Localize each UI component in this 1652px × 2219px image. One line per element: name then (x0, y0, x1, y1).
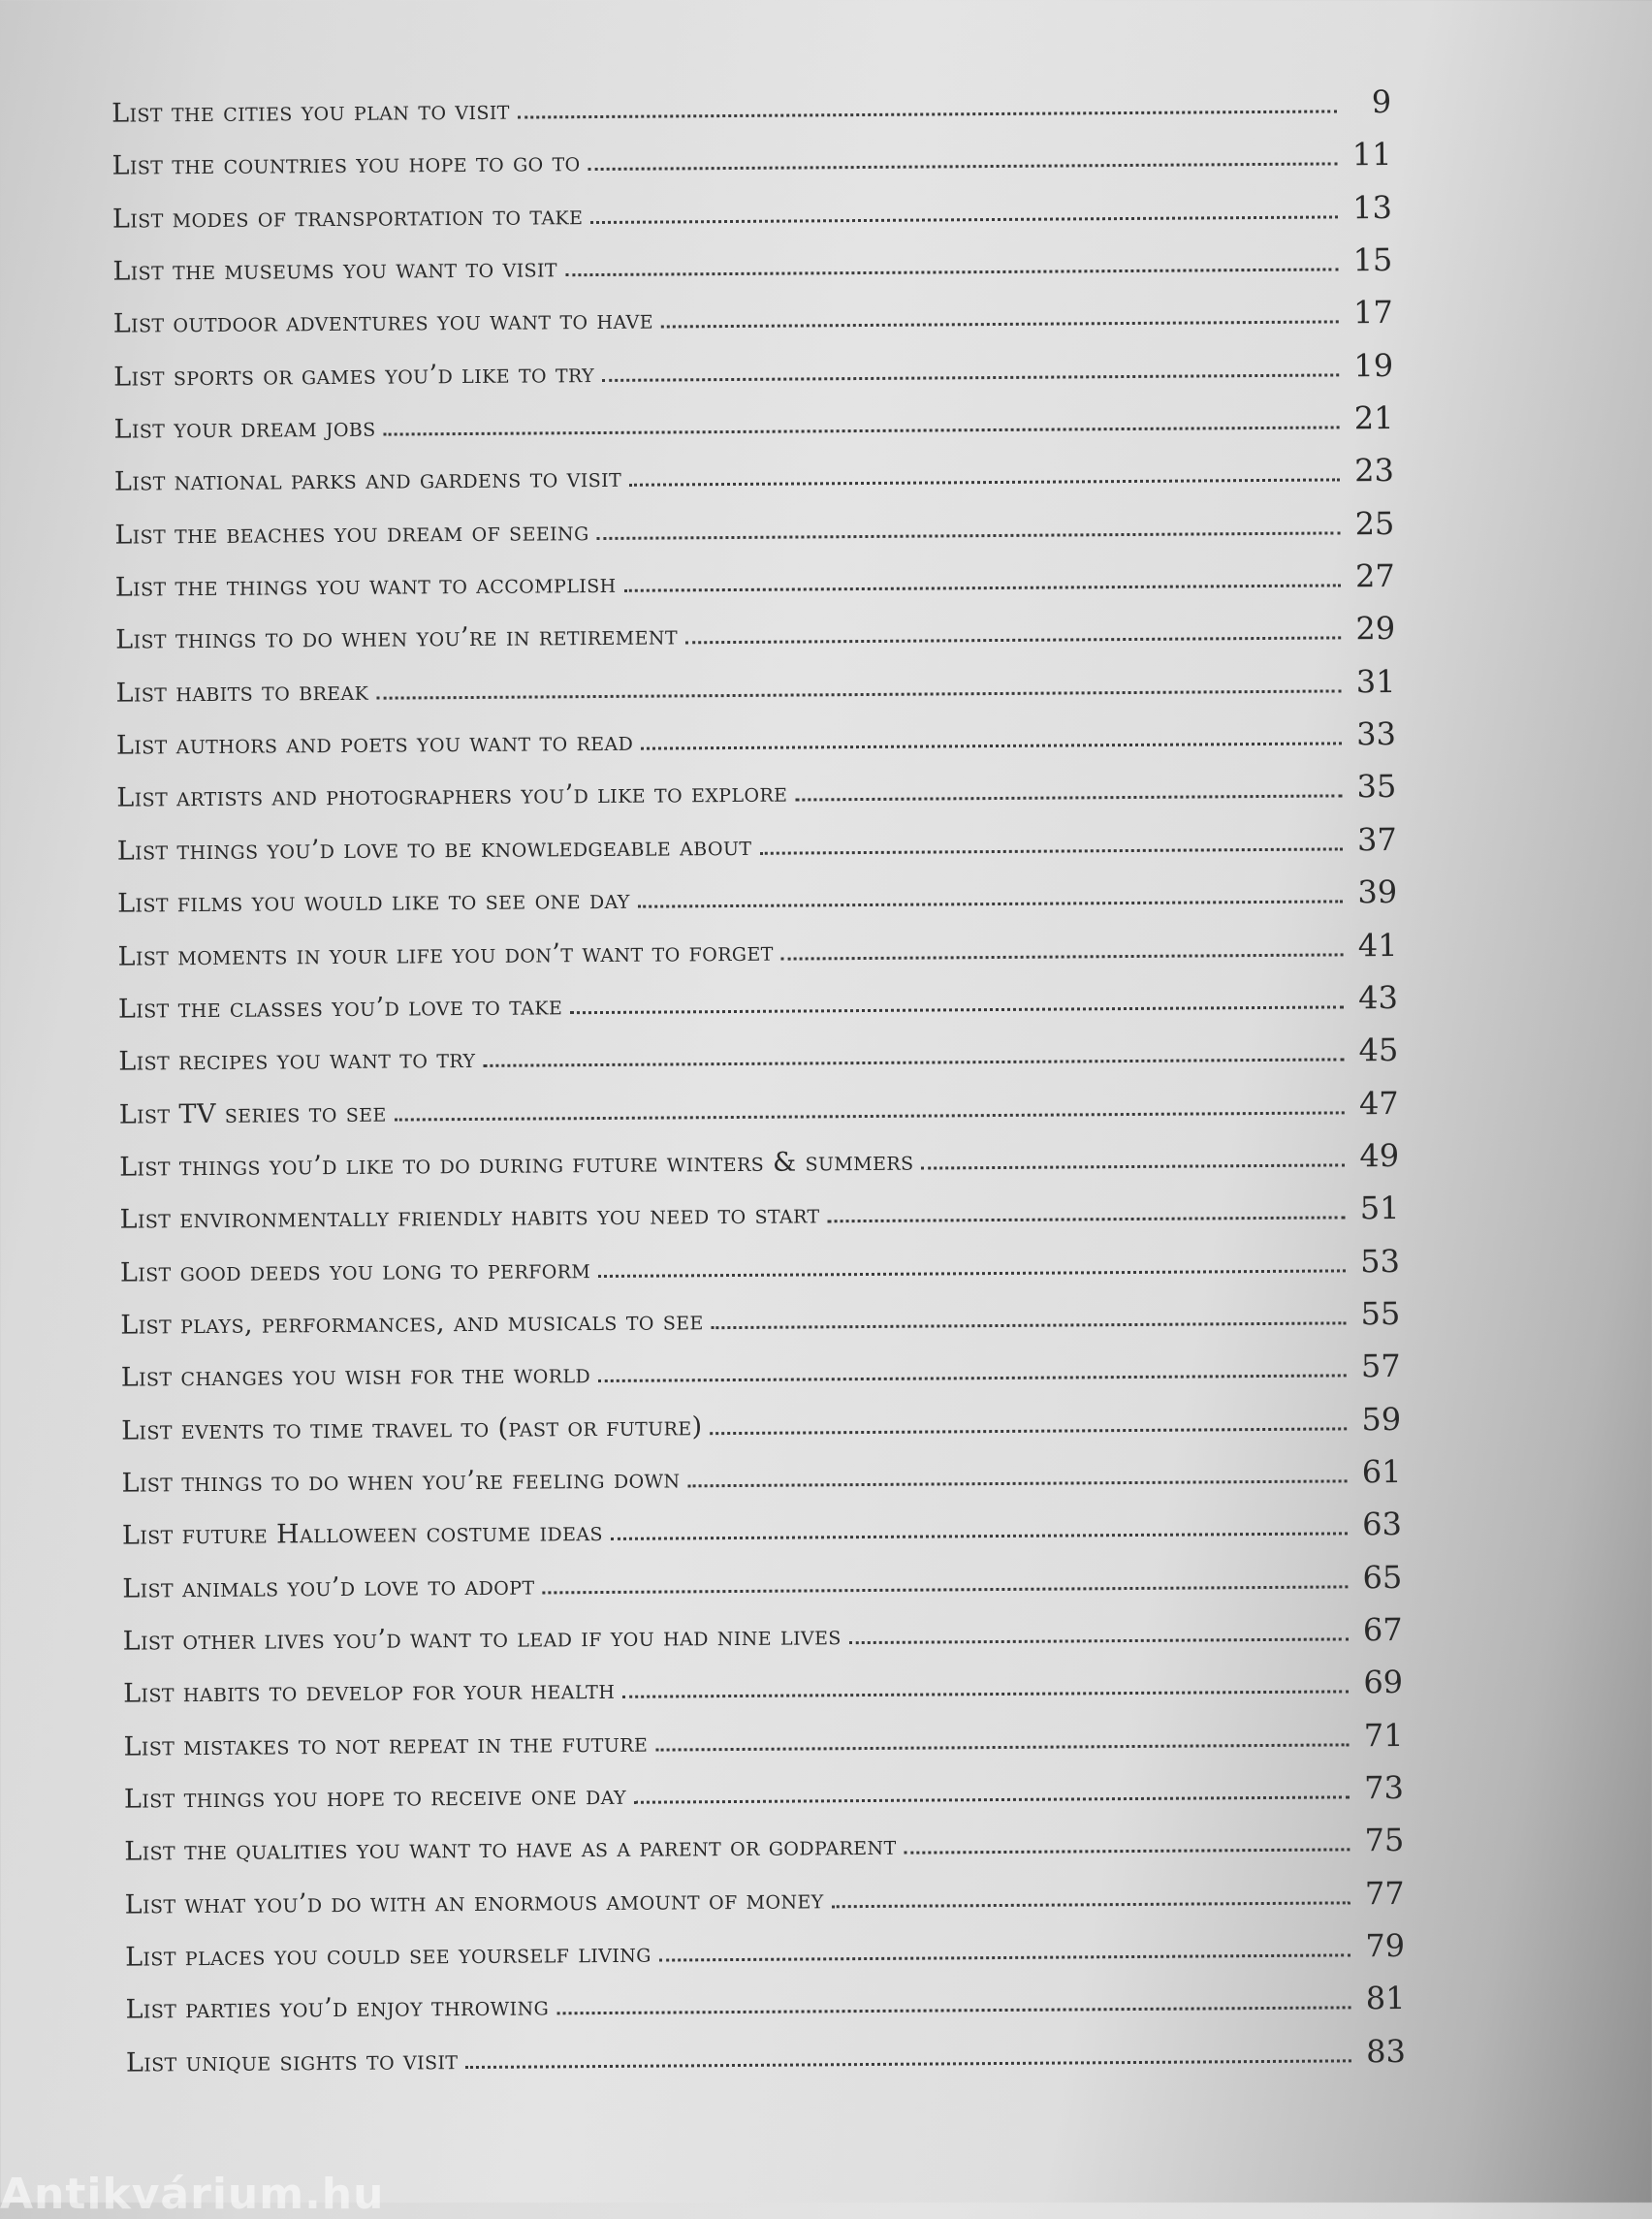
toc-entry-page-number: 17 (1352, 294, 1393, 332)
toc-dot-leader (543, 1585, 1349, 1594)
toc-entry-title: List animals you’d love to adopt (122, 1570, 535, 1604)
toc-entry-page-number: 67 (1362, 1610, 1403, 1649)
toc-entry (126, 2033, 1406, 2095)
toc-entry-page-number: 9 (1371, 83, 1392, 121)
toc-entry-page-number: 81 (1365, 1980, 1406, 2017)
toc-entry-page-number: 63 (1362, 1506, 1403, 1543)
toc-entry (122, 1506, 1402, 1568)
toc-entry-title: List mistakes to not repeat in the future (123, 1728, 649, 1762)
toc-entry (119, 1137, 1399, 1199)
toc-dot-leader (659, 1953, 1350, 1961)
toc-entry (121, 1347, 1401, 1410)
toc-entry-title: List things you’d love to be knowledgeable about (116, 831, 752, 867)
toc-entry-title: List future Halloween costume ideas (121, 1517, 604, 1551)
toc-entry-page-number: 31 (1355, 662, 1396, 701)
toc-entry (118, 979, 1398, 1041)
toc-dot-leader (376, 689, 1341, 699)
toc-dot-leader (518, 110, 1337, 118)
watermark: Antikvárium.hu (0, 2170, 385, 2219)
toc-dot-leader (828, 1217, 1346, 1223)
toc-entry (115, 610, 1395, 672)
toc-entry (125, 1875, 1405, 1937)
toc-entry-title: List what you’d do with an enormous amount of money (124, 1885, 824, 1920)
toc-entry-title: List changes you wish for the world (120, 1359, 591, 1393)
toc-entry-page-number: 69 (1363, 1664, 1404, 1701)
toc-dot-leader (597, 531, 1341, 540)
toc-entry (122, 1559, 1402, 1621)
toc-dot-leader (759, 847, 1342, 854)
toc-dot-leader (556, 2007, 1350, 2015)
toc-entry (118, 1031, 1398, 1094)
toc-dot-leader (655, 1743, 1349, 1751)
toc-dot-leader (465, 2059, 1351, 2069)
toc-entry-page-number: 33 (1356, 715, 1397, 753)
toc-entry-title: List habits to develop for your health (123, 1675, 616, 1709)
toc-entry (120, 1243, 1400, 1305)
toc-dot-leader (588, 163, 1338, 172)
toc-entry (113, 294, 1393, 356)
toc-entry (111, 83, 1391, 145)
toc-entry-title: List your dream jobs (113, 412, 376, 445)
toc-entry (117, 821, 1397, 883)
toc-dot-leader (795, 795, 1342, 802)
toc-dot-leader (598, 1269, 1346, 1278)
toc-entry-title: List TV series to see (118, 1097, 387, 1130)
toc-entry (121, 1401, 1401, 1463)
toc-entry (111, 136, 1391, 198)
toc-entry-page-number: 43 (1358, 978, 1399, 1017)
toc-entry-page-number: 27 (1354, 557, 1395, 595)
toc-entry (117, 926, 1397, 988)
toc-entry-page-number: 61 (1361, 1452, 1402, 1491)
toc-entry-page-number: 49 (1359, 1136, 1400, 1175)
toc-entry-page-number: 21 (1353, 399, 1394, 437)
toc-entry (125, 1980, 1405, 2042)
toc-entry (119, 1189, 1399, 1252)
toc-entry-title: List sports or games you’d like to try (113, 358, 595, 393)
toc-entry-page-number: 65 (1362, 1558, 1403, 1596)
toc-entry-title: List things you’d like to do during future winters & summers (119, 1146, 914, 1183)
toc-entry (123, 1611, 1403, 1673)
toc-entry-title: List habits to break (115, 676, 369, 709)
toc-entry-title: List good deeds you long to perform (119, 1253, 591, 1288)
table-of-contents (111, 83, 1406, 2095)
toc-entry-title: List the countries you hope to go to (111, 147, 581, 182)
toc-entry (125, 1927, 1405, 1989)
toc-dot-leader (483, 1059, 1344, 1068)
toc-dot-leader (634, 1795, 1350, 1803)
toc-entry-title: List the beaches you dream of seeing (114, 516, 589, 551)
toc-entry (115, 663, 1395, 725)
toc-entry-page-number: 71 (1363, 1716, 1404, 1754)
toc-entry-title: List authors and poets you want to read (115, 726, 634, 761)
toc-entry (115, 557, 1395, 619)
toc-entry-page-number: 57 (1360, 1347, 1401, 1385)
toc-dot-leader (395, 1111, 1345, 1121)
toc-entry-page-number: 75 (1364, 1822, 1405, 1859)
toc-entry (116, 768, 1396, 830)
toc-entry (114, 452, 1394, 514)
toc-entry-title: List moments in your life you don’t want to forget (117, 936, 774, 972)
toc-dot-leader (781, 953, 1344, 960)
toc-entry-title: List recipes you want to try (118, 1044, 476, 1077)
toc-entry (124, 1822, 1404, 1884)
toc-entry-title: List things you hope to receive one day (123, 1780, 627, 1815)
toc-dot-leader (832, 1901, 1350, 1908)
toc-entry-page-number: 23 (1354, 452, 1395, 490)
toc-dot-leader (641, 743, 1342, 750)
toc-entry-page-number: 53 (1360, 1242, 1401, 1280)
toc-entry-page-number: 45 (1358, 1031, 1399, 1069)
toc-entry-page-number: 73 (1364, 1768, 1405, 1807)
toc-entry-page-number: 79 (1365, 1926, 1406, 1965)
toc-entry-page-number: 59 (1361, 1400, 1402, 1438)
toc-entry (121, 1453, 1401, 1515)
toc-entry (113, 347, 1393, 409)
toc-entry-page-number: 41 (1357, 926, 1398, 964)
toc-entry-page-number: 37 (1356, 820, 1397, 859)
toc-entry-title: List the cities you plan to visit (111, 95, 510, 129)
toc-entry-page-number: 13 (1352, 188, 1393, 226)
toc-entry-page-number: 15 (1352, 241, 1393, 279)
toc-dot-leader (661, 321, 1339, 329)
toc-dot-leader (598, 1375, 1347, 1383)
toc-entry-page-number: 55 (1360, 1294, 1401, 1333)
toc-entry (117, 873, 1397, 935)
toc-dot-leader (711, 1427, 1348, 1435)
toc-dot-leader (622, 1691, 1349, 1698)
toc-entry-title: List environmentally friendly habits you need to start (119, 1199, 820, 1235)
toc-entry-title: List modes of transportation to take (111, 200, 584, 235)
toc-entry (120, 1295, 1400, 1357)
toc-entry (114, 505, 1394, 567)
toc-entry (124, 1769, 1404, 1831)
toc-entry (113, 399, 1393, 461)
toc-entry-title: List outdoor adventures you want to have (112, 304, 654, 340)
toc-entry-page-number: 29 (1355, 610, 1396, 648)
toc-entry-title: List the qualities you want to have as a parent or godparent (124, 1831, 897, 1867)
toc-entry (119, 1085, 1399, 1147)
toc-dot-leader (590, 215, 1338, 224)
toc-entry-title: List national parks and gardens to visit (113, 463, 622, 498)
toc-dot-leader (905, 1849, 1350, 1854)
toc-entry-title: List parties you’d enjoy throwing (125, 1991, 550, 2025)
toc-entry-title: List unique sights to visit (125, 2045, 459, 2078)
toc-entry-title: List the museums you want to visit (112, 253, 558, 287)
toc-entry-title: List things to do when you’re feeling down (121, 1464, 681, 1499)
toc-entry (116, 715, 1396, 777)
toc-entry-title: List things to do when you’re in retirement (115, 620, 679, 656)
toc-entry (112, 241, 1392, 303)
toc-dot-leader (638, 901, 1343, 908)
toc-dot-leader (629, 479, 1340, 487)
toc-entry-title: List other lives you’d want to lead if you had nine lives (122, 1621, 842, 1657)
toc-dot-leader (849, 1637, 1349, 1644)
toc-dot-leader (565, 268, 1338, 276)
toc-entry-page-number: 83 (1366, 2032, 1407, 2070)
toc-entry (123, 1664, 1403, 1726)
toc-entry (123, 1717, 1403, 1779)
toc-dot-leader (611, 1533, 1348, 1541)
toc-dot-leader (384, 426, 1340, 435)
toc-entry-title: List the classes you’d love to take (117, 991, 563, 1025)
toc-entry-page-number: 39 (1357, 873, 1398, 911)
toc-entry-title: List plays, performances, and musicals to see (120, 1306, 704, 1341)
toc-entry-title: List events to time travel to (past or future) (121, 1411, 703, 1446)
toc-entry-title: List the things you want to accomplish (114, 568, 617, 603)
toc-entry-page-number: 11 (1351, 136, 1392, 174)
toc-dot-leader (712, 1321, 1347, 1329)
toc-dot-leader (602, 373, 1339, 382)
toc-entry-page-number: 19 (1353, 346, 1394, 385)
toc-entry-title: List places you could see yourself living (125, 1938, 651, 1973)
toc-entry-page-number: 35 (1356, 768, 1397, 806)
toc-dot-leader (687, 1479, 1347, 1487)
toc-entry-title: List films you would like to see one day (117, 884, 630, 919)
toc-dot-leader (685, 637, 1341, 645)
toc-entry (112, 189, 1392, 251)
toc-entry-title: List artists and photographers you’d like to explore (116, 778, 788, 814)
toc-dot-leader (921, 1163, 1345, 1169)
toc-dot-leader (624, 584, 1341, 591)
toc-dot-leader (570, 1005, 1344, 1014)
toc-entry-page-number: 77 (1364, 1874, 1405, 1912)
toc-entry-page-number: 25 (1354, 504, 1395, 543)
toc-entry-page-number: 51 (1359, 1189, 1400, 1227)
toc-entry-page-number: 47 (1358, 1084, 1399, 1122)
